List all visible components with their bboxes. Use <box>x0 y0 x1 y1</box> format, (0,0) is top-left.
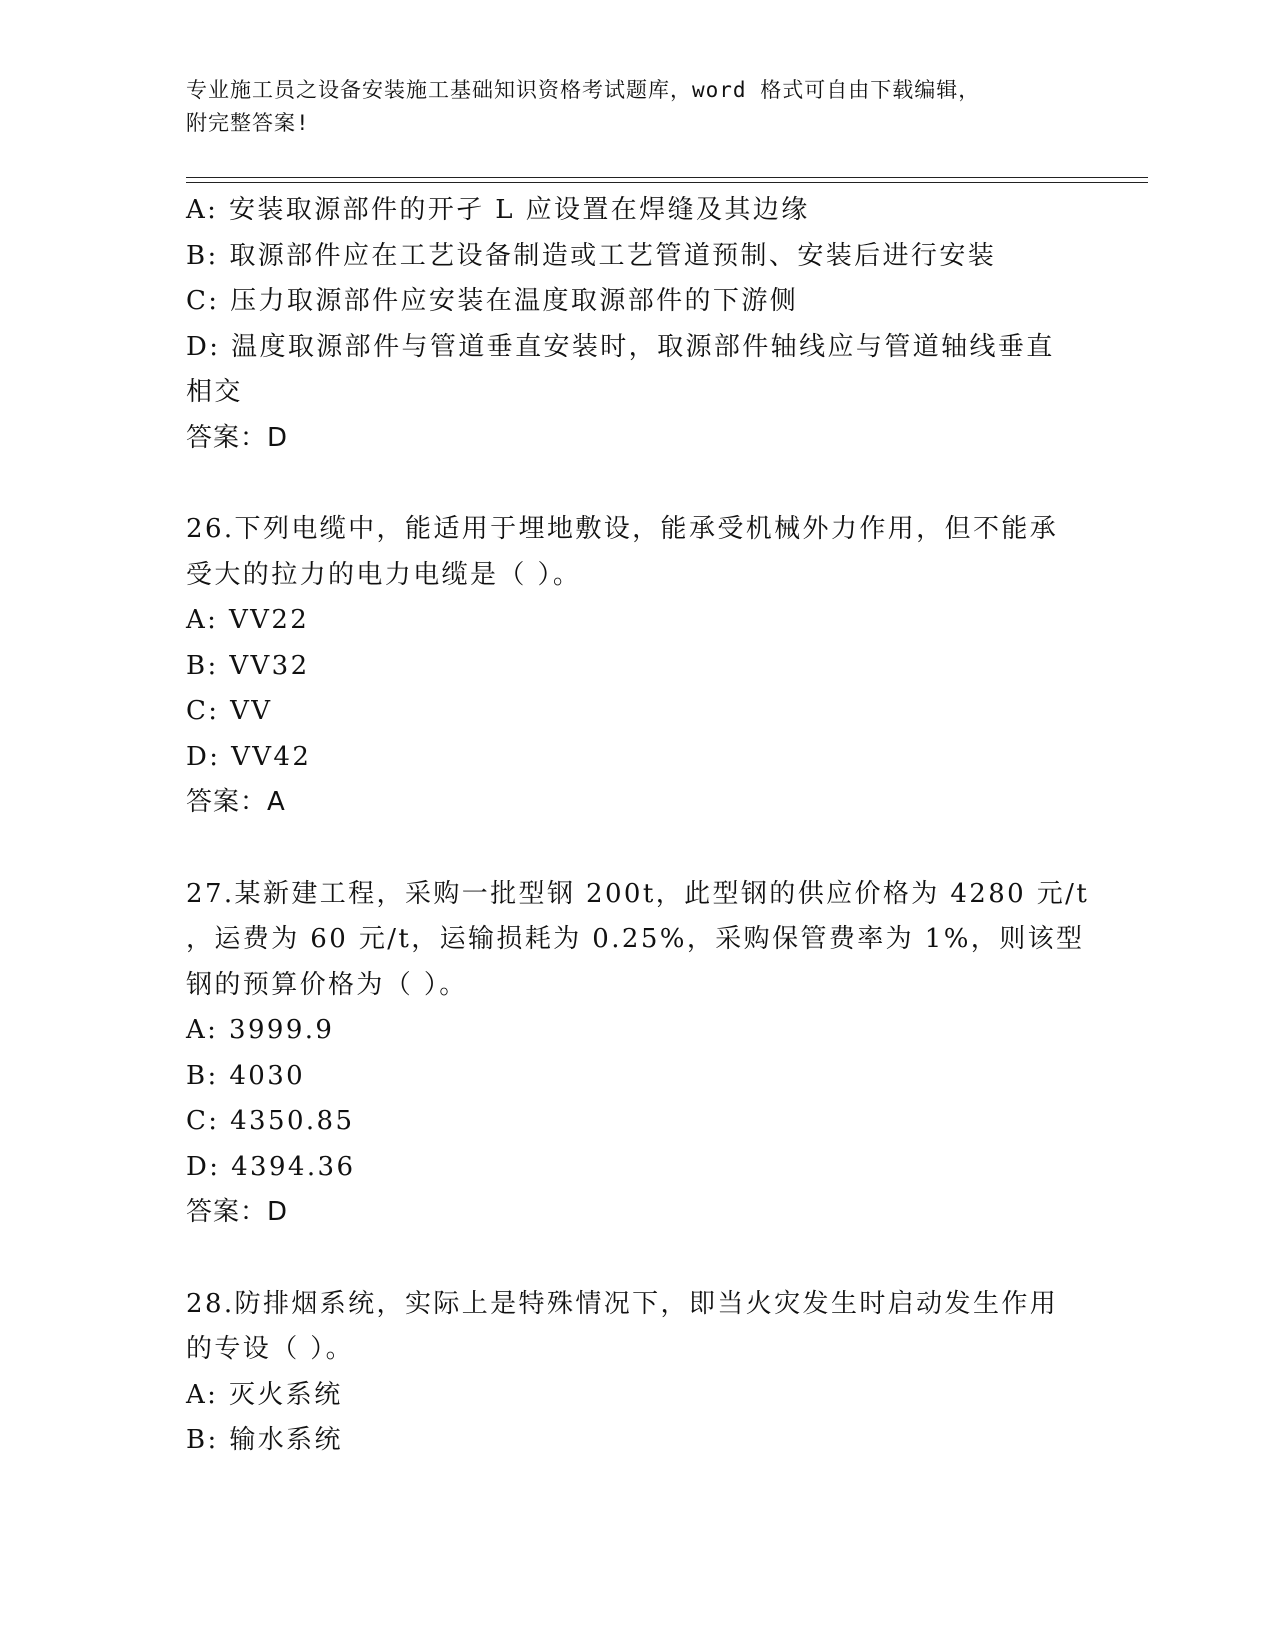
answer: 答案：D <box>186 1197 289 1227</box>
header-line-1: 专业施工员之设备安装施工基础知识资格考试题库，word 格式可自由下载编辑， <box>186 78 981 102</box>
header-line-2: 附完整答案! <box>186 111 310 135</box>
question-stem: 26.下列电缆中，能适用于埋地敷设，能承受机械外力作用，但不能承 <box>186 514 1059 544</box>
question-26 <box>186 507 1086 826</box>
answer: 答案：A <box>186 787 286 817</box>
option-c: C: 4350.85 <box>186 1106 355 1136</box>
option-d: D: VV42 <box>186 741 312 772</box>
question-stem: 28.防排烟系统，实际上是特殊情况下，即当火灾发生时启动发生作用 <box>186 1288 1059 1319</box>
option-a: A: 安装取源部件的开孑 L 应设置在焊缝及其边缘 <box>186 195 810 225</box>
question-spacer <box>186 461 1086 507</box>
option-a: A: VV22 <box>186 605 310 635</box>
header-divider-top <box>186 177 1148 178</box>
question-stem-continued: ，运费为 60 元/t，运输损耗为 0.25%，采购保管费率为 1%，则该型 <box>186 924 1085 954</box>
option-d: D: 4394.36 <box>186 1151 356 1182</box>
option-d-continued: 相交 <box>186 377 243 407</box>
question-stem-continued: 的专设（ ）。 <box>186 1334 355 1364</box>
question-spacer <box>186 826 1086 872</box>
option-b: B: 4030 <box>186 1060 306 1091</box>
question-stem-continued: 受大的拉力的电力电缆是（ ）。 <box>186 559 582 590</box>
question-stem: 27.某新建工程，采购一批型钢 200t，此型钢的供应价格为 4280 元/t <box>186 878 1090 909</box>
question-27 <box>186 872 1090 1236</box>
option-b: B: 输水系统 <box>186 1425 343 1455</box>
document-header <box>186 74 1066 140</box>
question-25 <box>186 188 1086 461</box>
option-a: A: 灭火系统 <box>186 1379 343 1410</box>
header-divider-bottom <box>186 182 1148 183</box>
option-c: C: VV <box>186 696 273 726</box>
option-c: C: 压力取源部件应安装在温度取源部件的下游侧 <box>186 286 799 316</box>
option-b: B: 取源部件应在工艺设备制造或工艺管道预制、安装后进行安装 <box>186 240 997 271</box>
option-d: D: 温度取源部件与管道垂直安装时，取源部件轴线应与管道轴线垂直 <box>186 331 1055 362</box>
answer: 答案：D <box>186 422 289 453</box>
question-stem-continued: 钢的预算价格为（ ）。 <box>186 969 468 1000</box>
question-spacer <box>186 1236 1086 1282</box>
option-b: B: VV32 <box>186 650 310 681</box>
question-list <box>186 188 1090 1464</box>
question-28 <box>186 1282 1086 1464</box>
option-a: A: 3999.9 <box>186 1015 335 1045</box>
